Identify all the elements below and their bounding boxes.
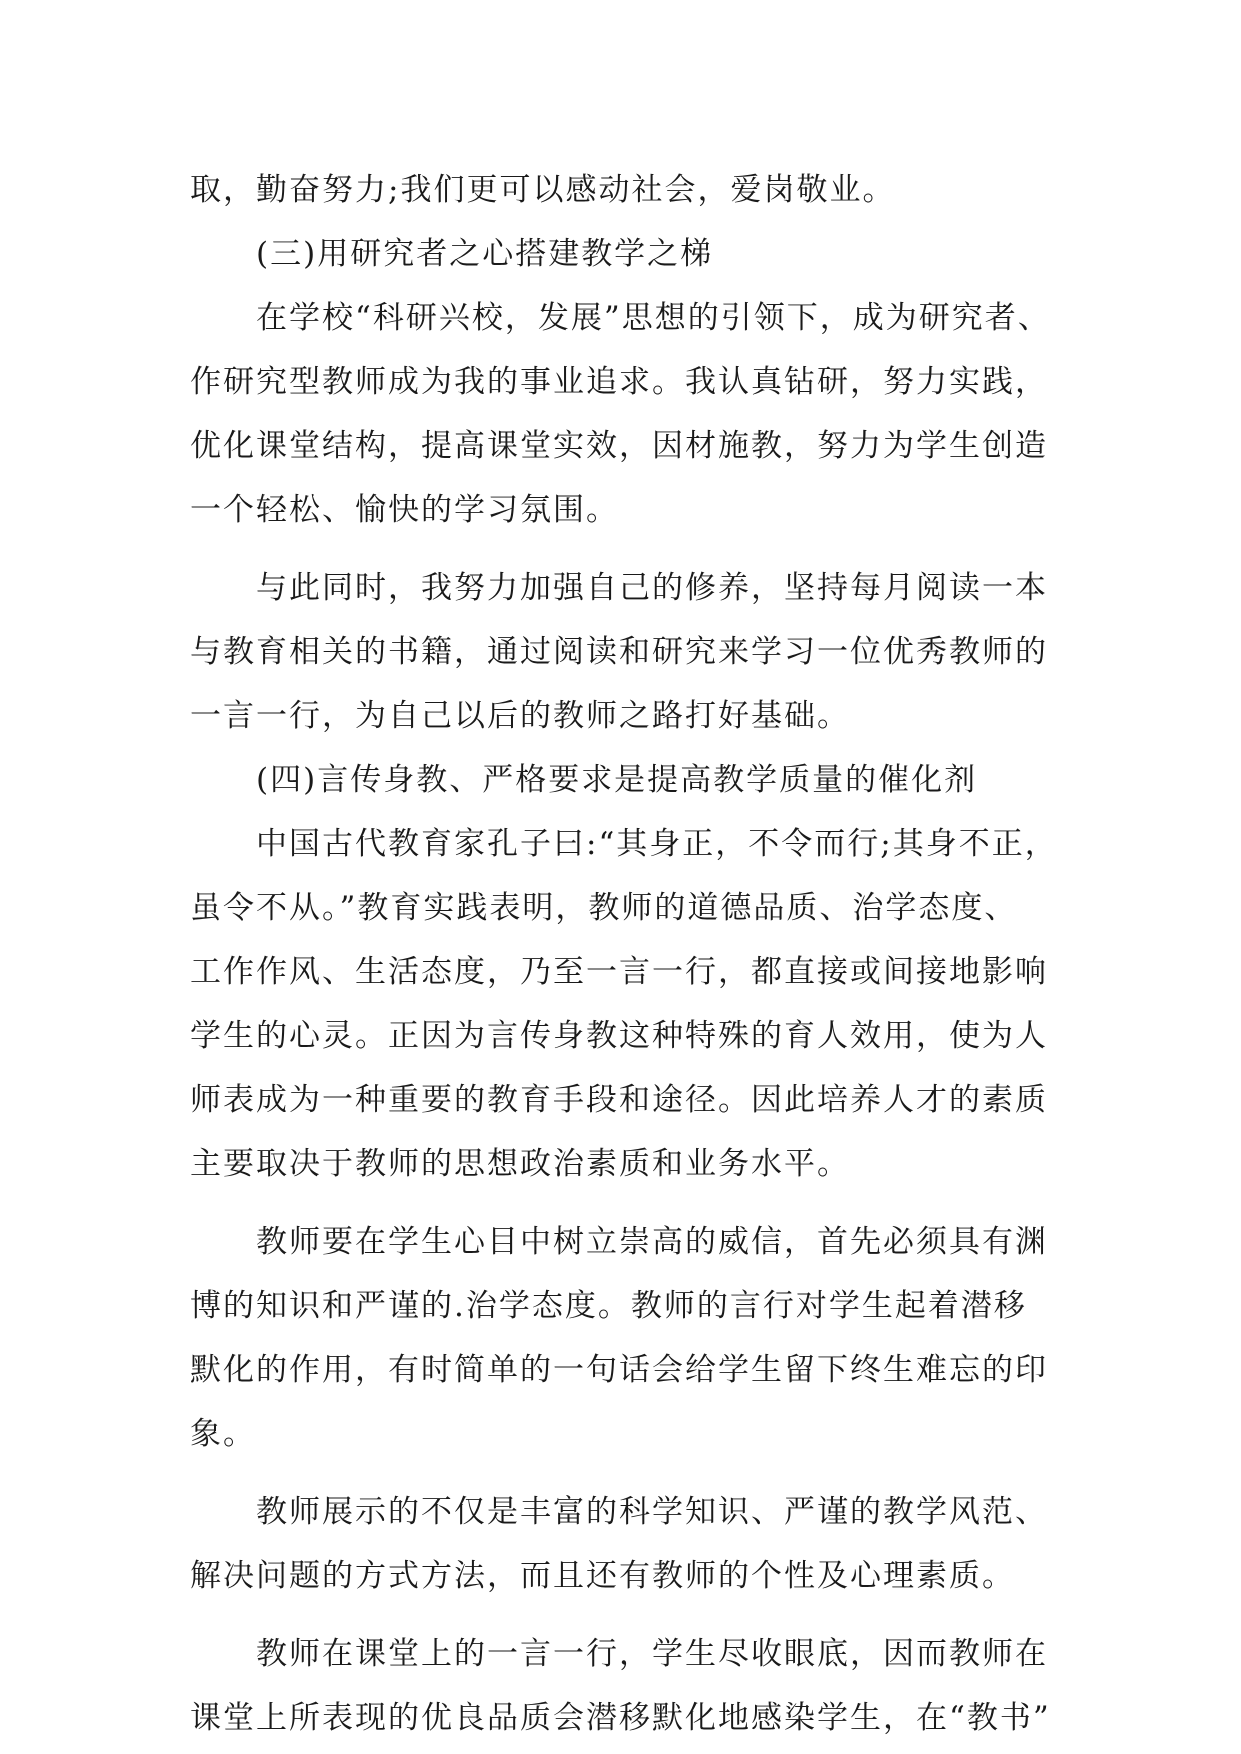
text-line: 在学校“科研兴校，发展”思想的引领下，成为研究者、 (256, 300, 1051, 336)
text-line: 虽令不从。”教育实践表明，教师的道德品质、治学态度、 (190, 890, 1018, 926)
section-heading-3: (三)用研究者之心搭建教学之梯 (256, 236, 714, 272)
text-line: 一个轻松、愉快的学习氛围。 (190, 492, 619, 528)
text-line: 教师要在学生心目中树立崇高的威信，首先必须具有渊 (256, 1224, 1048, 1260)
text-line: 师表成为一种重要的教育手段和途径。因此培养人才的素质 (190, 1082, 1048, 1118)
text-line: 与教育相关的书籍，通过阅读和研究来学习一位优秀教师的 (190, 634, 1048, 670)
section-heading-4: (四)言传身教、严格要求是提高教学质量的催化剂 (256, 762, 978, 798)
text-line: 与此同时，我努力加强自己的修养，坚持每月阅读一本 (256, 570, 1048, 606)
text-line: 工作作风、生活态度，乃至一言一行，都直接或间接地影响 (190, 954, 1048, 990)
text-line: 教师展示的不仅是丰富的科学知识、严谨的教学风范、 (256, 1494, 1048, 1530)
text-line: 解决问题的方式方法，而且还有教师的个性及心理素质。 (190, 1558, 1015, 1594)
text-line: 课堂上所表现的优良品质会潜移默化地感染学生，在“教书” (190, 1700, 1051, 1736)
text-line: 作研究型教师成为我的事业追求。我认真钻研，努力实践， (190, 364, 1048, 400)
text-line: 优化课堂结构，提高课堂实效，因材施教，努力为学生创造 (190, 428, 1048, 464)
text-line: 取，勤奋努力;我们更可以感动社会，爱岗敬业。 (190, 172, 896, 208)
text-line: 博的知识和严谨的.治学态度。教师的言行对学生起着潜移 (190, 1288, 1027, 1324)
text-line: 中国古代教育家孔子曰:“其身正，不令而行;其身不正， (256, 826, 1058, 862)
document-body (190, 158, 1070, 1750)
text-line: 学生的心灵。正因为言传身教这种特殊的育人效用，使为人 (190, 1018, 1048, 1054)
text-line: 教师在课堂上的一言一行，学生尽收眼底，因而教师在 (256, 1636, 1048, 1672)
text-line: 象。 (190, 1416, 256, 1452)
text-line: 一言一行，为自己以后的教师之路打好基础。 (190, 698, 850, 734)
text-line: 默化的作用，有时简单的一句话会给学生留下终生难忘的印 (190, 1352, 1048, 1388)
text-line: 主要取决于教师的思想政治素质和业务水平。 (190, 1146, 850, 1182)
